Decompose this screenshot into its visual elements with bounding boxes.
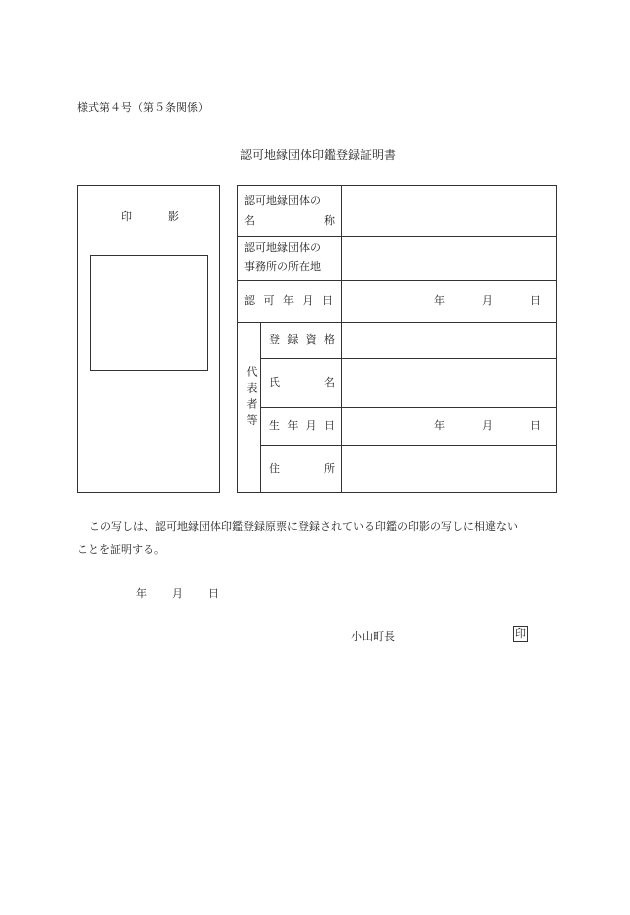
representative-name-label bbox=[269, 374, 335, 392]
office-address-label-line2: 事務所の所在地 bbox=[244, 260, 321, 273]
certification-text-line1: この写しは、認可地縁団体印鑑登録原票に登録されている印鑑の印影の写しに相違ない bbox=[89, 520, 518, 533]
org-name-label-line1: 認可地縁団体の bbox=[244, 194, 321, 207]
approval-date-tsuki: 月 bbox=[482, 294, 493, 307]
info-table bbox=[237, 185, 557, 493]
rep-address-label-char-a: 住 bbox=[269, 462, 280, 475]
seal-impression-area bbox=[90, 255, 208, 371]
birth-date-hi: 日 bbox=[530, 419, 541, 432]
rep-name-label-char-a: 氏 bbox=[269, 376, 280, 389]
qualification-label-char: 資 bbox=[305, 333, 317, 346]
approval-date-label-char: 日 bbox=[322, 294, 333, 307]
approval-date-label-char: 年 bbox=[283, 294, 294, 307]
approval-date-label-char: 可 bbox=[263, 294, 275, 307]
rep-name-label-char-b: 名 bbox=[324, 376, 335, 389]
qualification-label-char: 登 bbox=[269, 333, 280, 346]
rep-address-label-char-b: 所 bbox=[324, 462, 335, 475]
org-name-label-char-b: 称 bbox=[324, 214, 335, 227]
row-divider bbox=[260, 358, 556, 359]
approval-date-label bbox=[244, 292, 333, 310]
table-column-divider bbox=[341, 186, 342, 492]
representative-address-label bbox=[269, 460, 335, 478]
qualification-label-char: 録 bbox=[287, 333, 299, 346]
row-divider bbox=[260, 407, 556, 408]
seal-label-kage: 影 bbox=[168, 210, 179, 223]
org-name-label-char-a: 名 bbox=[244, 214, 255, 227]
org-name-label-line2 bbox=[244, 212, 335, 230]
row-divider bbox=[238, 322, 556, 323]
birth-date-label-char: 日 bbox=[323, 419, 335, 432]
birth-date-label-char: 月 bbox=[305, 419, 317, 432]
seal-label-in: 印 bbox=[121, 210, 132, 223]
birth-date-nen: 年 bbox=[434, 419, 445, 432]
representative-group-label: 代表者等 bbox=[245, 366, 258, 430]
form-number: 様式第４号（第５条関係） bbox=[77, 101, 209, 114]
approval-date-label-char: 認 bbox=[244, 294, 255, 307]
row-divider bbox=[260, 445, 556, 446]
seal-impression-box bbox=[77, 185, 220, 493]
issue-date-hi: 日 bbox=[208, 587, 219, 600]
approval-date-label-char: 月 bbox=[302, 294, 314, 307]
office-address-label-line1: 認可地縁団体の bbox=[244, 241, 321, 254]
row-divider bbox=[238, 280, 556, 281]
certification-text-line2: ことを証明する。 bbox=[77, 543, 165, 556]
approval-date-nen: 年 bbox=[434, 294, 445, 307]
issue-date-tsuki: 月 bbox=[172, 587, 183, 600]
birth-date-label bbox=[269, 417, 335, 435]
birth-date-label-char: 年 bbox=[287, 419, 299, 432]
row-divider bbox=[238, 236, 556, 237]
approval-date-hi: 日 bbox=[530, 294, 541, 307]
qualification-label bbox=[269, 331, 335, 349]
signer-name: 小山町長 bbox=[351, 630, 395, 643]
document-title: 認可地縁団体印鑑登録証明書 bbox=[240, 148, 397, 162]
qualification-label-char: 格 bbox=[323, 333, 335, 346]
issue-date-nen: 年 bbox=[136, 587, 147, 600]
official-seal-mark: 印 bbox=[515, 627, 526, 640]
birth-date-label-char: 生 bbox=[269, 419, 280, 432]
birth-date-tsuki: 月 bbox=[482, 419, 493, 432]
